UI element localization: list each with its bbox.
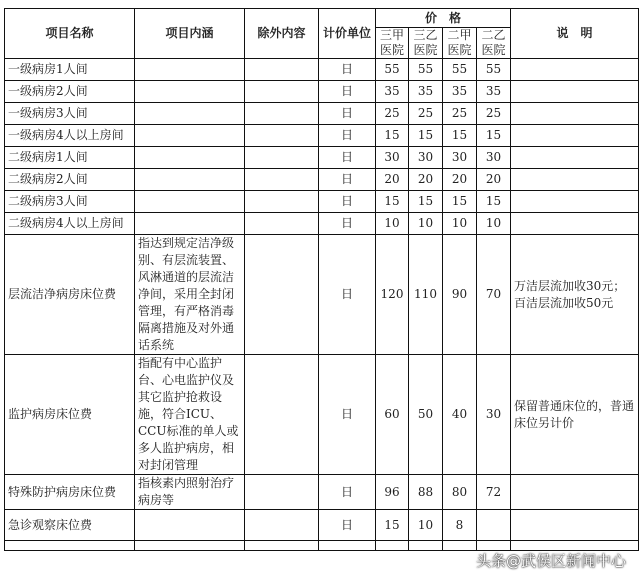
header-exclude: 除外内容: [245, 9, 319, 59]
row-price: 55: [477, 59, 511, 81]
row-name: 一级病房3人间: [5, 103, 135, 125]
row-content: [135, 191, 245, 213]
row-name: 急诊观察床位费: [5, 510, 135, 541]
empty-cell: [5, 541, 135, 551]
empty-cell: [443, 541, 477, 551]
table-row: [5, 147, 639, 169]
empty-cell: [409, 541, 443, 551]
row-unit: 日: [319, 147, 376, 169]
table-row: [5, 213, 639, 235]
row-note: [511, 510, 639, 541]
row-note: 保留普通床位的，普通床位另计价: [511, 355, 639, 475]
row-content: 指达到规定洁净级别、有层流装置、风淋通道的层流洁净间，采用全封闭管理，有严格消毒隔离措施及对外通话系统: [135, 235, 245, 355]
row-content: [135, 213, 245, 235]
row-price: 15: [409, 191, 443, 213]
row-exclude: [245, 81, 319, 103]
row-content: [135, 169, 245, 191]
watermark: 头条@武侯区新闻中心: [475, 552, 626, 570]
header-price: 价 格: [376, 9, 511, 28]
row-price: 96: [376, 475, 409, 510]
header-level: 三甲医院: [376, 28, 409, 59]
row-name: 二级病房1人间: [5, 147, 135, 169]
empty-cell: [511, 541, 639, 551]
row-exclude: [245, 125, 319, 147]
row-note: [511, 169, 639, 191]
header-level: 二乙医院: [477, 28, 511, 59]
row-price: 25: [376, 103, 409, 125]
row-unit: 日: [319, 81, 376, 103]
row-unit: 日: [319, 235, 376, 355]
row-unit: 日: [319, 510, 376, 541]
row-price: 55: [409, 59, 443, 81]
table-row: [5, 125, 639, 147]
row-name: 层流洁净病房床位费: [5, 235, 135, 355]
row-price: 15: [477, 191, 511, 213]
row-price: 90: [443, 235, 477, 355]
row-price: 25: [443, 103, 477, 125]
row-price: 10: [409, 510, 443, 541]
row-price: 35: [477, 81, 511, 103]
row-price: 8: [443, 510, 477, 541]
price-table: [4, 8, 639, 551]
header-content: 项目内涵: [135, 9, 245, 59]
row-price: 15: [443, 191, 477, 213]
row-note: [511, 125, 639, 147]
empty-cell: [319, 541, 376, 551]
row-exclude: [245, 213, 319, 235]
row-price: 35: [409, 81, 443, 103]
row-exclude: [245, 475, 319, 510]
row-note: 万洁层流加收30元；百洁层流加收50元: [511, 235, 639, 355]
empty-cell: [376, 541, 409, 551]
row-content: [135, 59, 245, 81]
row-price: 15: [376, 191, 409, 213]
row-price: 60: [376, 355, 409, 475]
header-name: 项目名称: [5, 9, 135, 59]
table-row: [5, 103, 639, 125]
row-exclude: [245, 355, 319, 475]
row-price: 10: [409, 213, 443, 235]
row-price: 70: [477, 235, 511, 355]
row-price: 15: [376, 510, 409, 541]
row-note: [511, 213, 639, 235]
row-exclude: [245, 510, 319, 541]
header-level: 三乙医院: [409, 28, 443, 59]
row-price: 30: [409, 147, 443, 169]
header-note: 说 明: [511, 9, 639, 59]
row-price: 35: [376, 81, 409, 103]
row-unit: 日: [319, 103, 376, 125]
row-content: [135, 147, 245, 169]
row-content: [135, 125, 245, 147]
row-price: 20: [443, 169, 477, 191]
row-price: 30: [443, 147, 477, 169]
row-price: 30: [477, 355, 511, 475]
row-unit: 日: [319, 59, 376, 81]
table-row: [5, 510, 639, 541]
row-price: [477, 510, 511, 541]
row-price: 120: [376, 235, 409, 355]
empty-cell: [245, 541, 319, 551]
row-price: 15: [409, 125, 443, 147]
row-note: [511, 475, 639, 510]
row-exclude: [245, 235, 319, 355]
row-content: [135, 103, 245, 125]
row-content: [135, 81, 245, 103]
row-price: 10: [443, 213, 477, 235]
row-price: 50: [409, 355, 443, 475]
table-row: [5, 355, 639, 475]
table-row: [5, 169, 639, 191]
row-price: 20: [376, 169, 409, 191]
table-row: [5, 59, 639, 81]
row-price: 20: [409, 169, 443, 191]
row-content: [135, 510, 245, 541]
row-note: [511, 103, 639, 125]
row-note: [511, 81, 639, 103]
row-name: 二级病房2人间: [5, 169, 135, 191]
row-price: 10: [376, 213, 409, 235]
row-price: 55: [443, 59, 477, 81]
table-row: [5, 541, 639, 551]
row-price: 15: [376, 125, 409, 147]
row-name: 二级病房4人以上房间: [5, 213, 135, 235]
row-price: 80: [443, 475, 477, 510]
row-name: 一级病房2人间: [5, 81, 135, 103]
row-price: 72: [477, 475, 511, 510]
table-row: [5, 81, 639, 103]
row-content: 指配有中心监护台、心电监护仪及其它监护抢救设施，符合ICU、CCU标准的单人或多人监护病房，相对封闭管理: [135, 355, 245, 475]
row-name: 特殊防护病房床位费: [5, 475, 135, 510]
row-note: [511, 191, 639, 213]
row-price: 10: [477, 213, 511, 235]
row-exclude: [245, 169, 319, 191]
row-price: 30: [477, 147, 511, 169]
table-row: [5, 235, 639, 355]
row-price: 88: [409, 475, 443, 510]
row-note: [511, 147, 639, 169]
empty-cell: [135, 541, 245, 551]
row-name: 二级病房3人间: [5, 191, 135, 213]
table-row: [5, 475, 639, 510]
header-unit: 计价单位: [319, 9, 376, 59]
row-unit: 日: [319, 213, 376, 235]
header-level: 二甲医院: [443, 28, 477, 59]
row-price: 15: [443, 125, 477, 147]
row-price: 15: [477, 125, 511, 147]
row-price: 40: [443, 355, 477, 475]
row-unit: 日: [319, 355, 376, 475]
row-price: 25: [477, 103, 511, 125]
row-price: 110: [409, 235, 443, 355]
row-price: 25: [409, 103, 443, 125]
row-exclude: [245, 147, 319, 169]
row-name: 一级病房4人以上房间: [5, 125, 135, 147]
row-name: 一级病房1人间: [5, 59, 135, 81]
row-unit: 日: [319, 169, 376, 191]
row-exclude: [245, 191, 319, 213]
row-price: 35: [443, 81, 477, 103]
row-unit: 日: [319, 475, 376, 510]
row-price: 30: [376, 147, 409, 169]
row-name: 监护病房床位费: [5, 355, 135, 475]
table-row: [5, 191, 639, 213]
row-exclude: [245, 103, 319, 125]
row-content: 指核素内照射治疗病房等: [135, 475, 245, 510]
row-unit: 日: [319, 191, 376, 213]
row-unit: 日: [319, 125, 376, 147]
row-note: [511, 59, 639, 81]
row-price: 20: [477, 169, 511, 191]
row-price: 55: [376, 59, 409, 81]
row-exclude: [245, 59, 319, 81]
empty-cell: [477, 541, 511, 551]
